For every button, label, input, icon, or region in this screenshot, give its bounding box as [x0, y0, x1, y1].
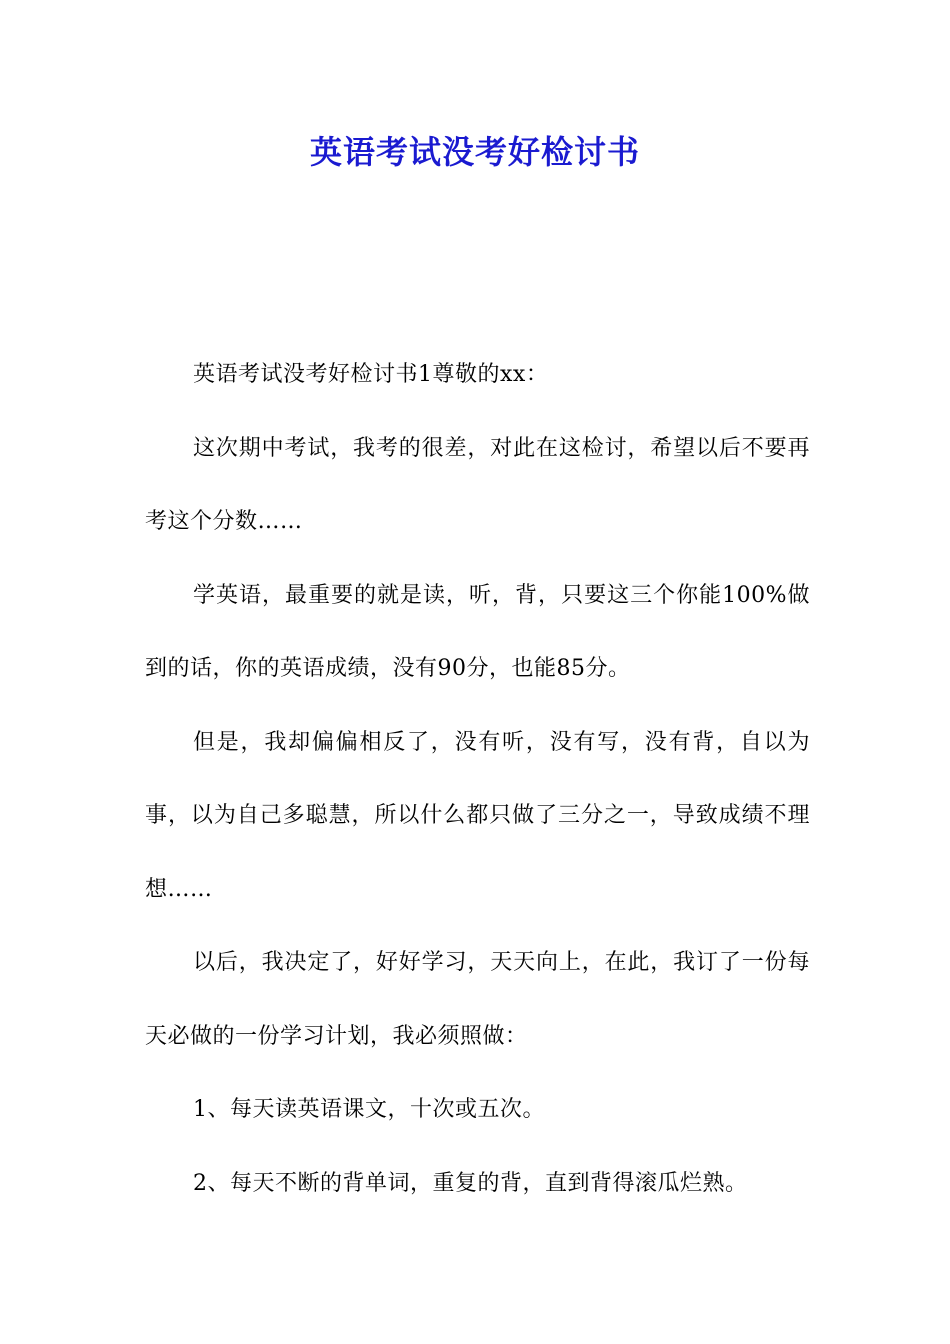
paragraph-plan-intro: 以后，我决定了，好好学习，天天向上，在此，我订了一份每天必做的一份学习计划，我必须照做：	[145, 950, 810, 1049]
paragraph-plan-item-1: 1、每天读英语课文，十次或五次。	[193, 1097, 545, 1122]
document-body	[145, 338, 810, 1220]
paragraph-reflection: 但是，我却偏偏相反了，没有听，没有写，没有背，自以为事，以为自己多聪慧，所以什么都只做了三分之一，导致成绩不理想……	[145, 729, 810, 902]
paragraph-salutation: 英语考试没考好检讨书1尊敬的xx：	[193, 362, 549, 387]
paragraph-plan-item-2: 2、每天不断的背单词，重复的背，直到背得滚瓜烂熟。	[193, 1170, 748, 1196]
paragraph-exam-result: 这次期中考试，我考的很差，对此在这检讨，希望以后不要再考这个分数……	[145, 435, 810, 534]
paragraph-study-method: 学英语，最重要的就是读，听，背，只要这三个你能100%做到的话，你的英语成绩，没有90分，也能85分。	[145, 582, 810, 681]
document-title: 英语考试没考好检讨书	[309, 133, 640, 171]
